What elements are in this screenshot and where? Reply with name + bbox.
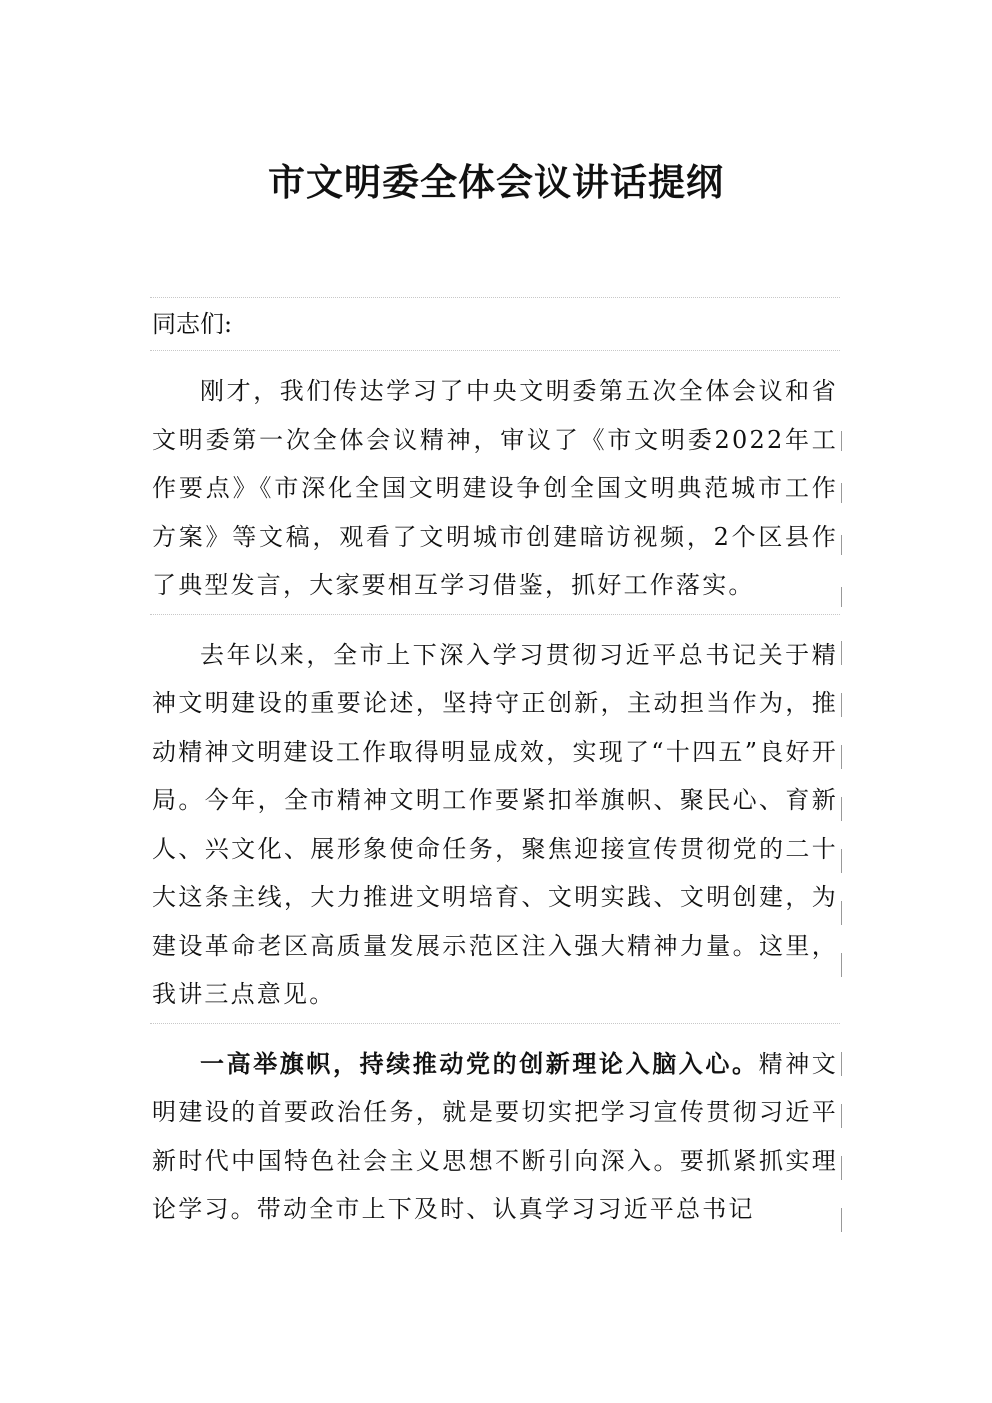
margin-mark: [841, 797, 842, 821]
document-body: [150, 297, 840, 1238]
document-title: 市文明委全体会议讲话提纲: [268, 160, 724, 204]
margin-mark: [841, 1156, 842, 1180]
margin-mark: [841, 1104, 842, 1128]
margin-mark: [841, 693, 842, 717]
paragraph: [150, 351, 840, 614]
paragraph-text: 去年以来，全市上下深入学习贯彻习近平总书记关于精神文明建设的重要论述，坚持守正创新，主动担当作为，推动精神文明建设工作取得明显成效，实现了“十四五”良好开局。今年，全市精神文明工作要紧扣举旗帜、聚民心、育新人、兴文化、展形象使命任务，聚焦迎接宣传贯彻党的二十大这条主线，大力推进文明培育、文明实践、文明创建，为建设革命老区高质量发展示范区注入强大精神力量。这里，我讲三点意见。: [152, 640, 838, 1008]
margin-mark: [841, 745, 842, 769]
greeting: 同志们:: [152, 310, 233, 338]
margin-mark: [841, 483, 842, 503]
paragraph-block: [150, 1024, 840, 1238]
paragraph-text: 刚才，我们传达学习了中央文明委第五次全体会议和省文明委第一次全体会议精神，审议了《市文明委2022年工作要点》《市深化全国文明建设争创全国文明典范城市工作方案》等文稿，观看了文明城市创建暗访视频，2个区县作了典型发言，大家要相互学习借鉴，抓好工作落实。: [152, 377, 838, 599]
margin-mark: [841, 953, 842, 977]
margin-mark: [841, 1052, 842, 1076]
margin-mark: [841, 849, 842, 873]
paragraph-lead: 一高举旗帜，持续推动党的创新理论入脑入心。: [200, 1048, 759, 1078]
paragraph: [150, 615, 840, 1023]
margin-mark: [841, 431, 842, 451]
margin-mark: [841, 1208, 842, 1232]
margin-mark: [841, 641, 842, 665]
margin-mark: [841, 901, 842, 925]
margin-mark: [841, 587, 842, 607]
margin-mark: [841, 535, 842, 555]
paragraph-block: [150, 615, 840, 1023]
paragraph-text: 精神文明建设的首要政治任务，就是要切实把学习宣传贯彻习近平新时代中国特色社会主义思想不断引向深入。要抓紧抓实理论学习。带动全市上下及时、认真学习习近平总书记: [152, 1049, 838, 1223]
paragraph-block: [150, 351, 840, 614]
paragraph: [150, 1024, 840, 1238]
